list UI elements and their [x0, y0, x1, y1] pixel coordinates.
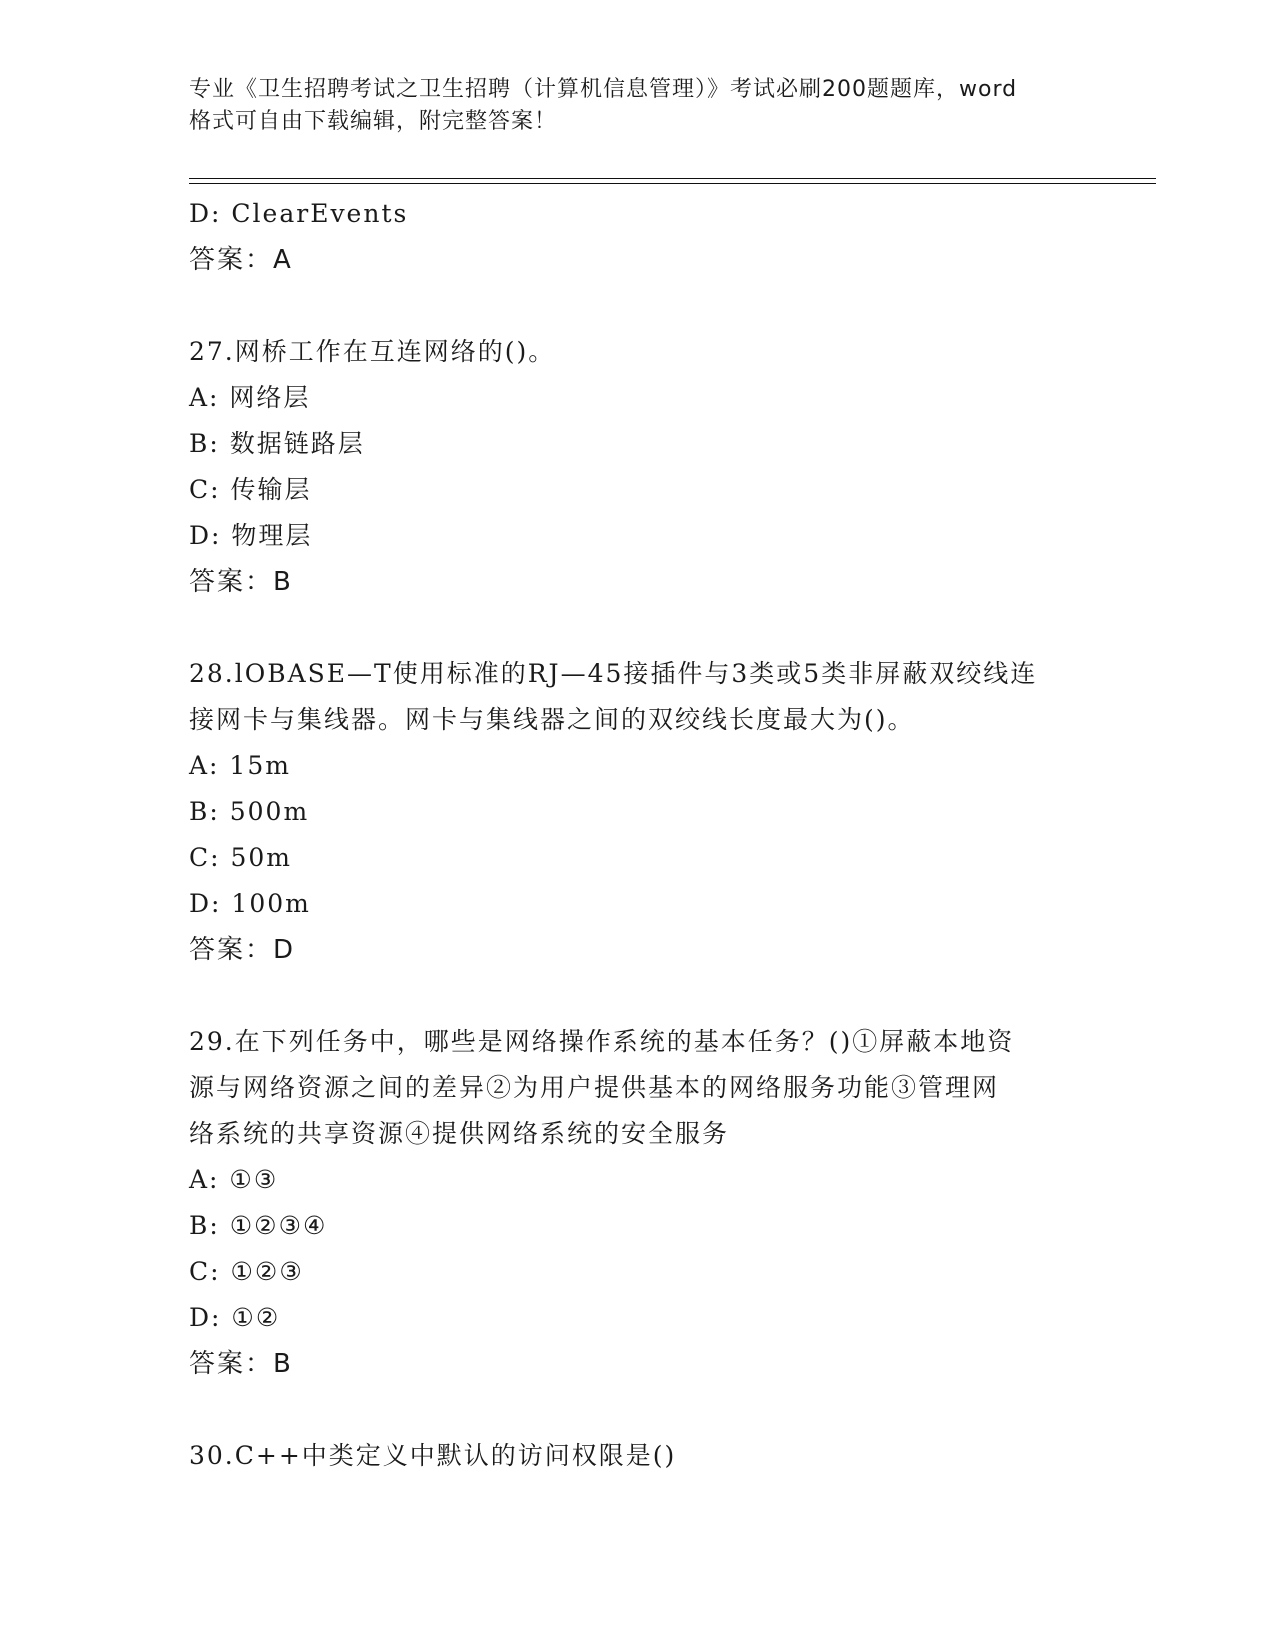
q29-option-d: D: ①② — [189, 1303, 281, 1332]
q28-stem-line-2: 接网卡与集线器。网卡与集线器之间的双绞线长度最大为()。 — [189, 705, 915, 734]
q28-option-a: A: 15m — [189, 751, 291, 780]
q27-option-a: A: 网络层 — [189, 383, 311, 412]
header-title-line-1: 专业《卫生招聘考试之卫生招聘（计算机信息管理）》考试必刷200题题库，word — [189, 77, 1018, 102]
q28-answer: 答案：D — [189, 935, 296, 965]
header-divider-top — [189, 178, 1156, 179]
q26-answer: 答案：A — [189, 245, 293, 275]
question-spacer — [189, 973, 1089, 1019]
q28-option-d: D: 100m — [189, 889, 311, 918]
q29-stem-line-3: 络系统的共享资源④提供网络系统的安全服务 — [189, 1119, 730, 1148]
q27-answer: 答案：B — [189, 567, 293, 597]
q28-stem-line-1: 28.lOBASE—T使用标准的RJ—45接插件与3类或5类非屏蔽双绞线连 — [189, 659, 1038, 688]
header-title-line-2: 格式可自由下载编辑，附完整答案！ — [189, 109, 558, 134]
q27-stem: 27.网桥工作在互连网络的()。 — [189, 337, 556, 366]
q28-option-c: C: 50m — [189, 843, 293, 872]
q27-option-d: D: 物理层 — [189, 521, 313, 550]
question-list — [189, 191, 1089, 1479]
header-divider-bottom — [189, 183, 1156, 184]
question-spacer — [189, 605, 1089, 651]
q28-option-b: B: 500m — [189, 797, 310, 826]
document-header — [189, 74, 1089, 138]
q27-option-c: C: 传输层 — [189, 475, 312, 504]
q26-option-d: D: ClearEvents — [189, 199, 409, 228]
q29-stem-line-1: 29.在下列任务中，哪些是网络操作系统的基本任务？()①屏蔽本地资 — [189, 1027, 1015, 1056]
q29-stem-line-2: 源与网络资源之间的差异②为用户提供基本的网络服务功能③管理网 — [189, 1073, 1000, 1102]
q29-option-b: B: ①②③④ — [189, 1211, 328, 1240]
q29-option-a: A: ①③ — [189, 1165, 279, 1194]
q27-option-b: B: 数据链路层 — [189, 429, 365, 458]
question-spacer — [189, 283, 1089, 329]
q30-stem: 30.C++中类定义中默认的访问权限是() — [189, 1441, 677, 1470]
question-spacer — [189, 1387, 1089, 1433]
q29-option-c: C: ①②③ — [189, 1257, 304, 1286]
q29-answer: 答案：B — [189, 1349, 293, 1379]
